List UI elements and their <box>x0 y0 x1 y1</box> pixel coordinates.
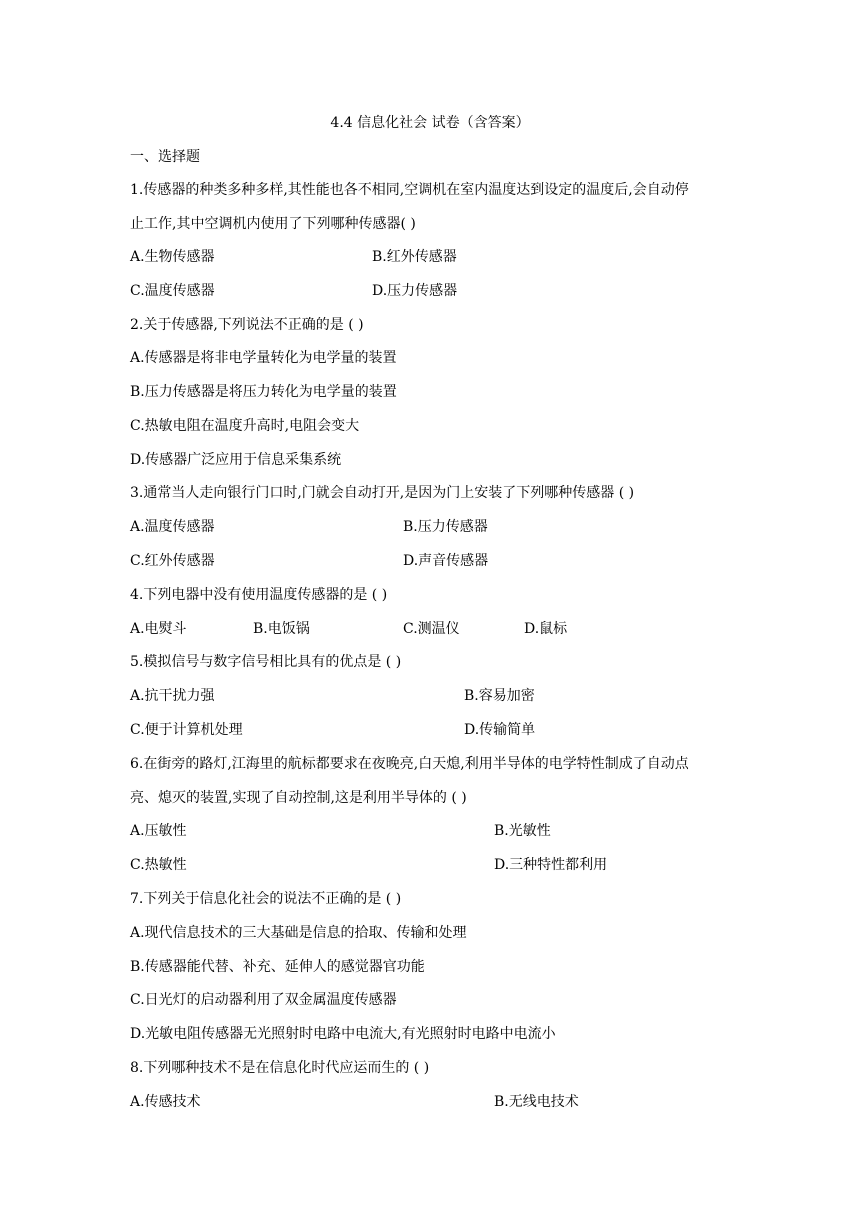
question-3-stem: 3.通常当人走向银行门口时,门就会自动打开,是因为门上安装了下列哪种传感器 ( ) <box>130 485 635 501</box>
question-1-option-b: B.红外传感器 <box>372 249 457 265</box>
question-2-option-c: C.热敏电阻在温度升高时,电阻会变大 <box>130 418 360 434</box>
question-6-option-d: D.三种特性都利用 <box>494 857 608 873</box>
question-6-option-c: C.热敏性 <box>130 857 187 873</box>
question-4-option-b: B.电饭锅 <box>253 621 310 637</box>
question-7-option-b: B.传感器能代替、补充、延伸人的感觉器官功能 <box>130 959 425 975</box>
question-5-stem: 5.模拟信号与数字信号相比具有的优点是 ( ) <box>130 654 402 670</box>
question-6-stem-line-1: 6.在街旁的路灯,江海里的航标都要求在夜晚亮,白天熄,利用半导体的电学特性制成了自动点 <box>130 756 689 772</box>
question-3-option-b: B.压力传感器 <box>403 519 488 535</box>
question-4-stem: 4.下列电器中没有使用温度传感器的是 ( ) <box>130 587 388 603</box>
question-1-option-c: C.温度传感器 <box>130 283 215 299</box>
question-8-option-b: B.无线电技术 <box>494 1094 579 1110</box>
question-8-option-a: A.传感技术 <box>130 1094 201 1110</box>
section-heading: 一、选择题 <box>130 149 200 165</box>
question-4-option-d: D.鼠标 <box>524 621 568 637</box>
question-2-stem: 2.关于传感器,下列说法不正确的是 ( ) <box>130 317 364 333</box>
question-6-stem-line-2: 亮、熄灭的装置,实现了自动控制,这是利用半导体的 ( ) <box>130 790 467 806</box>
question-3-option-c: C.红外传感器 <box>130 553 215 569</box>
question-6-option-b: B.光敏性 <box>494 823 551 839</box>
question-5-option-a: A.抗干扰力强 <box>130 688 215 704</box>
question-7-stem: 7.下列关于信息化社会的说法不正确的是 ( ) <box>130 891 402 907</box>
question-1-stem-line-1: 1.传感器的种类多种多样,其性能也各不相同,空调机在室内温度达到设定的温度后,会自动停 <box>130 182 689 198</box>
question-4-option-c: C.测温仪 <box>403 621 460 637</box>
question-3-option-a: A.温度传感器 <box>130 519 215 535</box>
question-7-option-d: D.光敏电阻传感器无光照射时电路中电流大,有光照射时电路中电流小 <box>130 1026 556 1042</box>
question-6-option-a: A.压敏性 <box>130 823 187 839</box>
question-5-option-c: C.便于计算机处理 <box>130 722 243 738</box>
question-2-option-d: D.传感器广泛应用于信息采集系统 <box>130 452 342 468</box>
question-4-option-a: A.电熨斗 <box>130 621 187 637</box>
question-2-option-b: B.压力传感器是将压力转化为电学量的装置 <box>130 384 397 400</box>
question-1-option-a: A.生物传感器 <box>130 249 215 265</box>
page-title: 4.4 信息化社会 试卷（含答案） <box>330 115 530 131</box>
question-3-option-d: D.声音传感器 <box>403 553 489 569</box>
question-7-option-a: A.现代信息技术的三大基础是信息的拾取、传输和处理 <box>130 925 467 941</box>
question-5-option-b: B.容易加密 <box>464 688 535 704</box>
question-2-option-a: A.传感器是将非电学量转化为电学量的装置 <box>130 350 397 366</box>
question-1-stem-line-2: 止工作,其中空调机内使用了下列哪种传感器( ) <box>130 216 416 232</box>
question-7-option-c: C.日光灯的启动器利用了双金属温度传感器 <box>130 992 397 1008</box>
question-1-option-d: D.压力传感器 <box>372 283 458 299</box>
question-5-option-d: D.传输简单 <box>464 722 536 738</box>
question-8-stem: 8.下列哪种技术不是在信息化时代应运而生的 ( ) <box>130 1060 430 1076</box>
